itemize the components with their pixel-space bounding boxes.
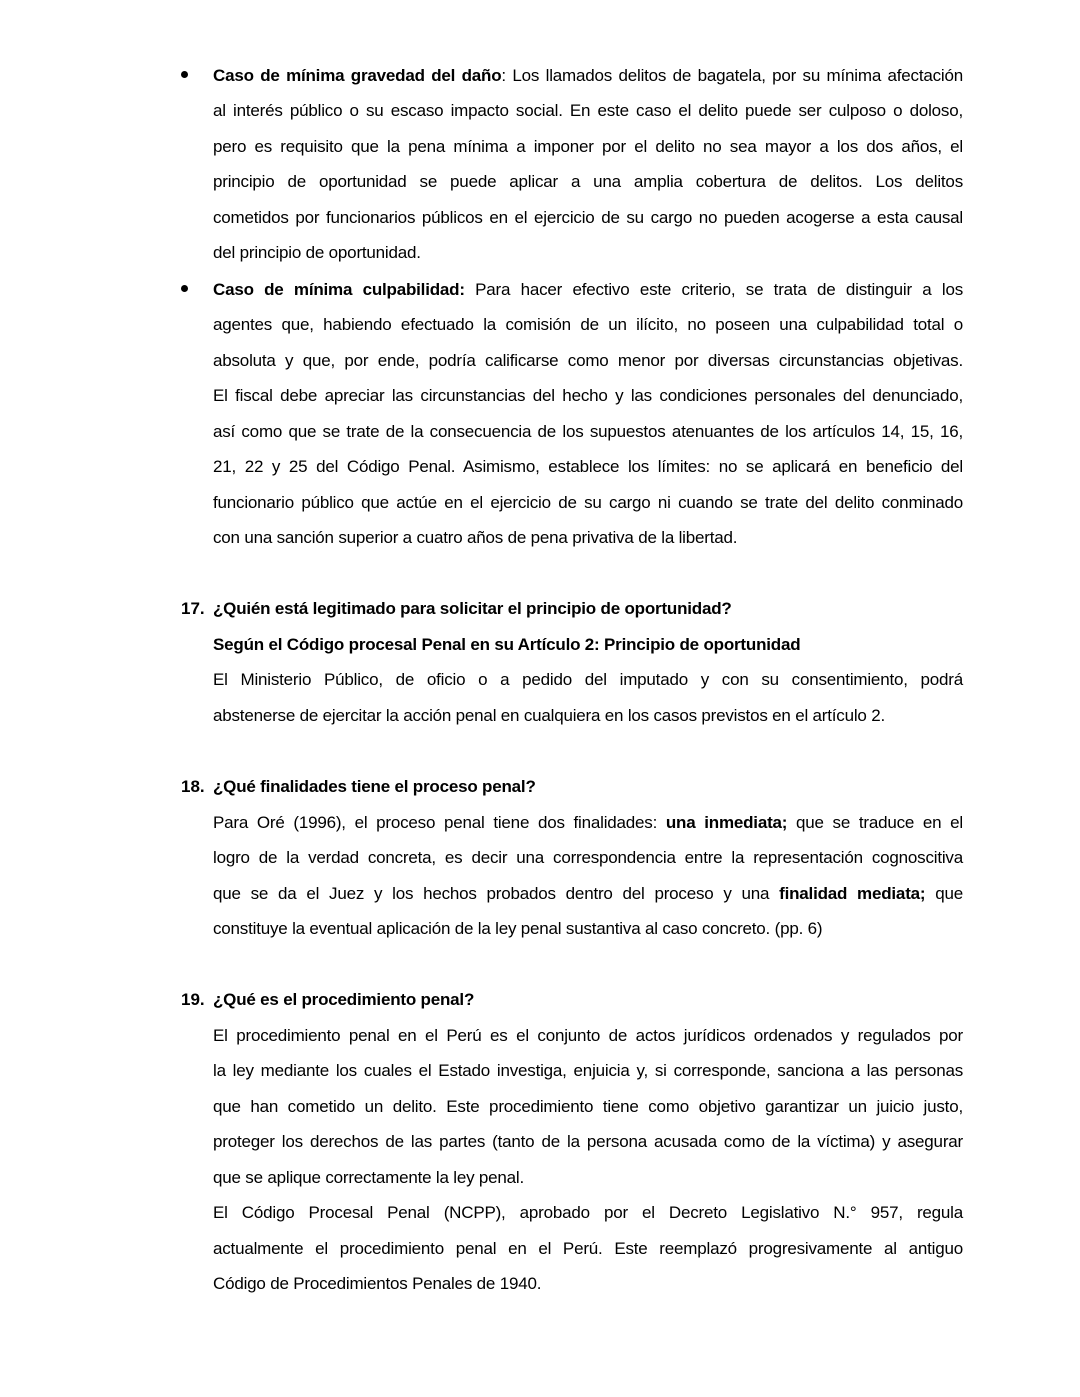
bullet-1-line-2: al interés público o su escaso impacto social. En este caso el delito puede ser culposo o doloso,	[213, 101, 963, 120]
bullet-2-line-5: así como que se trate de la consecuencia de los supuestos atenuantes de los artículos 14, 15, 16,	[213, 422, 963, 441]
bullet-2-line-3: absoluta y que, por ende, podría calificarse como menor por diversas circunstancias objetivas.	[213, 351, 963, 370]
bullet-2-term: Caso de mínima culpabilidad:	[213, 280, 465, 299]
bullet-2-line-7: funcionario público que actúe en el ejercicio de su cargo ni cuando se trate del delito conminado	[213, 493, 963, 512]
question-19-line-4: proteger los derechos de las partes (tanto de la persona acusada como de la víctima) y asegurar	[213, 1132, 963, 1151]
bullet-1-line-3: pero es requisito que la pena mínima a imponer por el delito no sea mayor a los dos años, el	[213, 137, 963, 156]
bullet-icon	[181, 65, 191, 75]
question-19-line-6: El Código Procesal Penal (NCPP), aprobado por el Decreto Legislativo N.° 957, regula	[213, 1203, 963, 1222]
bullet-icon	[181, 279, 191, 289]
bullet-2-line-1: Caso de mínima culpabilidad: Para hacer efectivo este criterio, se trata de distinguir a los	[213, 280, 963, 299]
question-18-line-1: Para Oré (1996), el proceso penal tiene dos finalidades: una inmediata; que se traduce en el	[213, 813, 964, 832]
question-19-title: ¿Qué es el procedimiento penal?	[213, 990, 475, 1009]
question-18-line-3: que se da el Juez y los hechos probados dentro del proceso y una finalidad mediata; que	[213, 884, 963, 903]
bullet-1-line-5: cometidos por funcionarios públicos en el ejercicio de su cargo no pueden acogerse a esta causal	[213, 208, 963, 227]
question-19-line-1: El procedimiento penal en el Perú es el conjunto de actos jurídicos ordenados y regulados por	[213, 1026, 963, 1045]
question-18-line-4: constituye la eventual aplicación de la ley penal sustantiva al caso concreto. (pp. 6)	[213, 919, 823, 938]
question-19-line-5: que se aplique correctamente la ley penal.	[213, 1168, 525, 1187]
question-18-title: ¿Qué finalidades tiene el proceso penal?	[213, 777, 536, 796]
question-19-line-7: actualmente el procedimiento penal en el Perú. Este reemplazó progresivamente al antiguo	[213, 1239, 963, 1258]
bullet-2-line-6: 21, 22 y 25 del Código Penal. Asimismo, establece los límites: no se aplicará en beneficio del	[213, 457, 963, 476]
question-19-line-8: Código de Procedimientos Penales de 1940.	[213, 1274, 542, 1293]
question-19-number: 19.	[181, 990, 205, 1009]
bullet-1-term: Caso de mínima gravedad del daño	[213, 66, 502, 85]
question-17-title: ¿Quién está legitimado para solicitar el principio de oportunidad?	[213, 599, 732, 618]
bullet-1-line-6: del principio de oportunidad.	[213, 243, 421, 262]
bullet-1-line-1: Caso de mínima gravedad del daño: Los llamados delitos de bagatela, por su mínima afectación	[213, 66, 963, 85]
question-18-line-2: logro de la verdad concreta, es decir una correspondencia entre la representación cognoscitiva	[213, 848, 963, 867]
bullet-2-line-2: agentes que, habiendo efectuado la comisión de un ilícito, no poseen una culpabilidad total o	[213, 315, 963, 334]
bullet-2-line-8: con una sanción superior a cuatro años de pena privativa de la libertad.	[213, 528, 738, 547]
question-17-line-1: El Ministerio Público, de oficio o a pedido del imputado y con su consentimiento, podrá	[213, 670, 963, 689]
question-19-line-3: que han cometido un delito. Este procedimiento tiene como objetivo garantizar un juicio justo,	[213, 1097, 963, 1116]
question-19-line-2: la ley mediante los cuales el Estado investiga, enjuicia y, si corresponde, sanciona a las personas	[213, 1061, 963, 1080]
question-17-line-2: abstenerse de ejercitar la acción penal en cualquiera en los casos previstos en el artículo 2.	[213, 706, 885, 725]
bullet-1-line-4: principio de oportunidad se puede aplicar a una amplia cobertura de delitos. Los delitos	[213, 172, 963, 191]
bullet-2-line-4: El fiscal debe apreciar las circunstancias del hecho y las condiciones personales del denunciado,	[213, 386, 963, 405]
question-17-subtitle: Según el Código procesal Penal en su Artículo 2: Principio de oportunidad	[213, 635, 801, 654]
question-18-number: 18.	[181, 777, 205, 796]
question-17-number: 17.	[181, 599, 205, 618]
